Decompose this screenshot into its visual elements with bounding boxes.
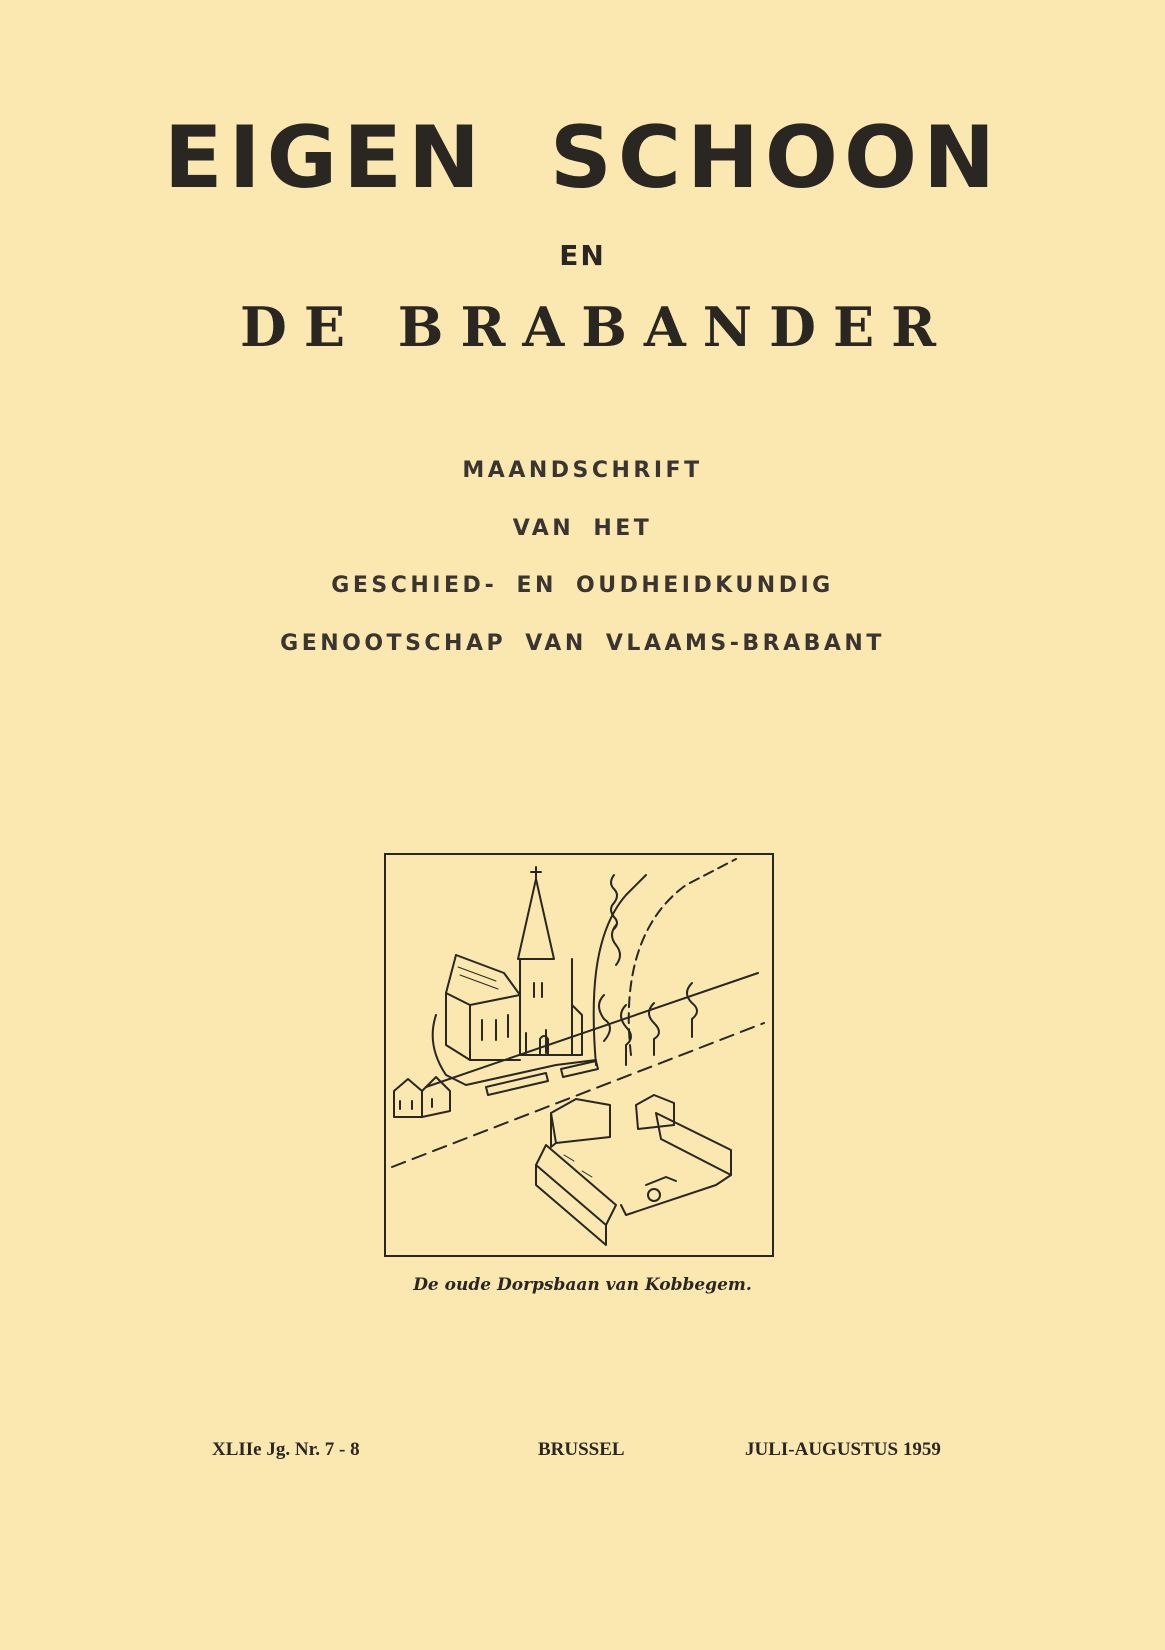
cover-title-connector: EN (559, 239, 606, 272)
subtitle-line-1: MAANDSCHRIFT (462, 458, 703, 483)
houses-left (394, 1077, 450, 1117)
farm (536, 1095, 731, 1245)
church (433, 867, 582, 1085)
illustration-caption: De oude Dorpsbaan van Kobbegem. (413, 1275, 752, 1295)
side-road-right (629, 859, 736, 1055)
subtitle-line-3: GESCHIED- EN OUDHEIDKUNDIG (331, 573, 834, 598)
publication-date: JULI-AUGUSTUS 1959 (745, 1439, 941, 1460)
church-wall (466, 1060, 596, 1085)
cover-title-main: EIGEN SCHOON (163, 108, 1002, 208)
village-drawing (386, 855, 772, 1255)
volume-number: XLIIe Jg. Nr. 7 - 8 (212, 1439, 360, 1460)
road-lower-edge (392, 1023, 764, 1167)
subtitle-line-4: GENOOTSCHAP VAN VLAAMS-BRABANT (280, 631, 885, 656)
village-illustration (384, 853, 774, 1257)
publication-city: BRUSSEL (538, 1439, 625, 1460)
trees (599, 875, 697, 1065)
wall-block-1 (486, 1073, 548, 1095)
subtitle-line-2: VAN HET (512, 516, 653, 541)
side-road-left (594, 875, 646, 1065)
cover-title-secondary: DE BRABANDER (240, 295, 953, 359)
